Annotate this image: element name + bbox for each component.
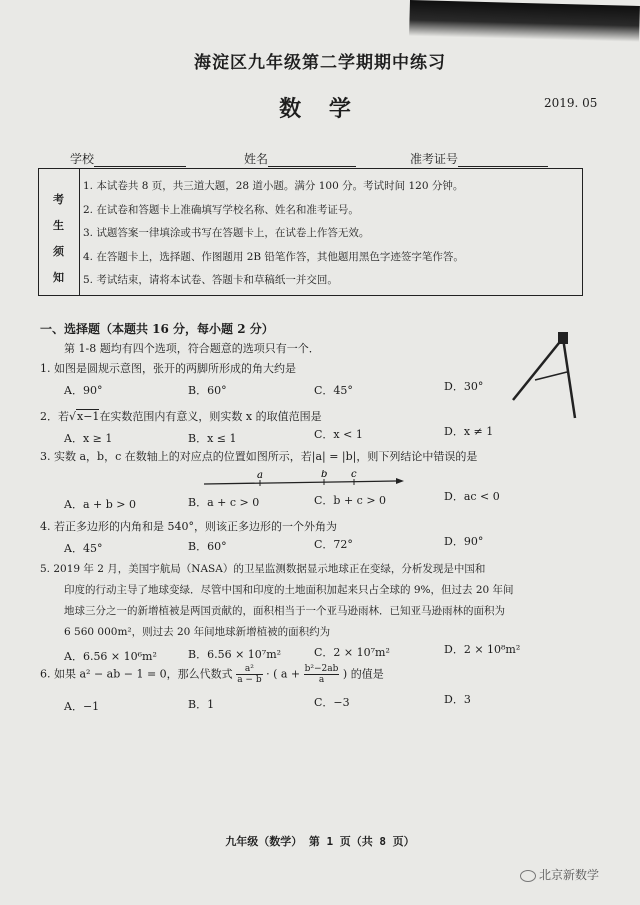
q4-option-b[interactable]: B．60°	[188, 540, 227, 553]
compass-leg-left	[513, 338, 563, 400]
notice-item: 5. 考试结束，请将本试卷、答题卡和草稿纸一并交回。	[83, 274, 338, 286]
q5-stem-line: 6 560 000m²，则过去 20 年间地球新增植被的面积约为	[64, 626, 331, 638]
q5-option-d[interactable]: D．2 × 10⁸m²	[444, 643, 521, 656]
page-footer: 九年级（数学） 第 1 页（共 8 页）	[225, 835, 415, 848]
q1-stem: 1. 如图是圆规示意图，张开的两脚所形成的角大约是	[40, 362, 296, 375]
label-b: b	[321, 470, 328, 480]
q6-option-c[interactable]: C．−3	[314, 696, 350, 709]
q6-fraction-1: $\frac{\text{a²}}{a - b}$	[237, 664, 262, 685]
notice-item: 4. 在答题卡上，选择题、作图题用 2B 铅笔作答，其他题用黑色字迹签字笔作答。	[83, 250, 464, 263]
q3-option-d[interactable]: D．ac < 0	[444, 490, 500, 503]
compass-hinge	[558, 332, 568, 344]
candidate-notice-box	[38, 168, 583, 296]
q3-option-c[interactable]: C．b + c > 0	[314, 494, 387, 507]
notice-items	[83, 175, 464, 293]
q5-option-a[interactable]: A．6.56 × 10⁶m²	[64, 650, 157, 663]
number-line	[200, 470, 410, 492]
section-title: 一、选择题（本题共 16 分，每小题 2 分）	[40, 322, 274, 336]
q1-option-b[interactable]: B．60°	[188, 384, 227, 397]
q4-option-a[interactable]: A．45°	[64, 542, 103, 555]
label-a: a	[257, 470, 263, 481]
q2-option-a[interactable]: A．x ≥ 1	[64, 432, 113, 445]
q5-option-b[interactable]: B．6.56 × 10⁷m²	[188, 648, 282, 661]
q6-option-b[interactable]: B．1	[188, 698, 215, 711]
number-line-arrow	[396, 478, 404, 484]
wechat-icon	[520, 870, 536, 882]
name-field[interactable]: 姓名	[244, 150, 356, 167]
q2-radicand: x−1	[77, 410, 100, 423]
q2-option-c[interactable]: C．x < 1	[314, 428, 363, 441]
watermark: 北京新数学	[520, 866, 599, 883]
q3-stem: 3. 实数 a，b，c 在数轴上的对应点的位置如图所示，若|a| = |b|，则下列结论中错误的是	[40, 450, 478, 463]
q3-option-b[interactable]: B．a + c > 0	[188, 496, 260, 509]
number-line-axis	[204, 481, 396, 484]
q1-option-a[interactable]: A．90°	[64, 384, 103, 397]
q6-option-d[interactable]: D．3	[444, 693, 471, 706]
notice-item: 3. 试题答案一律填涂或书写在答题卡上，在试卷上作答无效。	[83, 227, 370, 239]
compass-illustration	[505, 330, 585, 425]
q1-option-c[interactable]: C．45°	[314, 384, 353, 397]
q6-fraction-2: $\frac{\text{b²−2ab}}{a}$	[304, 664, 339, 685]
q2-option-b[interactable]: B．x ≤ 1	[188, 432, 237, 445]
compass-bar	[535, 372, 567, 380]
notice-item: 2. 在试卷和答题卡上准确填写学校名称、姓名和准考证号。	[83, 203, 359, 216]
q5-stem-line: 印度的行动主导了地球变绿．尽管中国和印度的土地面积加起来只占全球的 9%，但过去 20 年间	[64, 584, 514, 596]
subject-title: 数 学	[279, 96, 361, 122]
school-field[interactable]: 学校	[70, 150, 186, 167]
q4-stem: 4. 若正多边形的内角和是 540°，则该正多边形的一个外角为	[40, 520, 337, 533]
q3-option-a[interactable]: A．a + b > 0	[64, 498, 136, 511]
compass-leg-right	[563, 338, 575, 418]
q2-option-d[interactable]: D．x ≠ 1	[444, 425, 494, 438]
q1-option-d[interactable]: D．30°	[444, 380, 484, 393]
q5-option-c[interactable]: C．2 × 10⁷m²	[314, 646, 390, 659]
notice-item: 1. 本试卷共 8 页，共三道大题，28 道小题。满分 100 分。考试时间 120 分钟。	[83, 180, 464, 192]
label-c: c	[351, 470, 357, 480]
q6-stem: 6. 如果 a² − ab − 1 = 0，那么代数式 $\frac{\text{a²}}{a - b}$ · ( a + $\frac{\text{b²−2ab}}{a}$ ) 的值是	[40, 664, 384, 685]
section-instruction: 第 1-8 题均有四个选项，符合题意的选项只有一个．	[64, 342, 320, 355]
exam-id-field[interactable]: 准考证号	[410, 150, 548, 167]
q5-stem-line: 地球三分之一的新增植被是两国贡献的，面积相当于一个亚马逊雨林．已知亚马逊雨林的面积为	[64, 605, 505, 617]
q6-option-a[interactable]: A．−1	[64, 700, 100, 713]
exam-title: 海淀区九年级第二学期期中练习	[194, 53, 446, 73]
q4-option-c[interactable]: C．72°	[314, 538, 353, 551]
exam-date: 2019. 05	[544, 96, 598, 110]
q4-option-d[interactable]: D．90°	[444, 535, 484, 548]
q5-stem-line: 5. 2019 年 2 月，美国宇航局（NASA）的卫星监测数据显示地球正在变绿，分析发现是中国和	[40, 563, 486, 575]
q2-stem: 2．若√x−1在实数范围内有意义，则实数 x 的取值范围是	[40, 410, 322, 423]
notice-label: 考 生 须 知	[39, 169, 80, 295]
scan-shadow	[409, 0, 640, 42]
